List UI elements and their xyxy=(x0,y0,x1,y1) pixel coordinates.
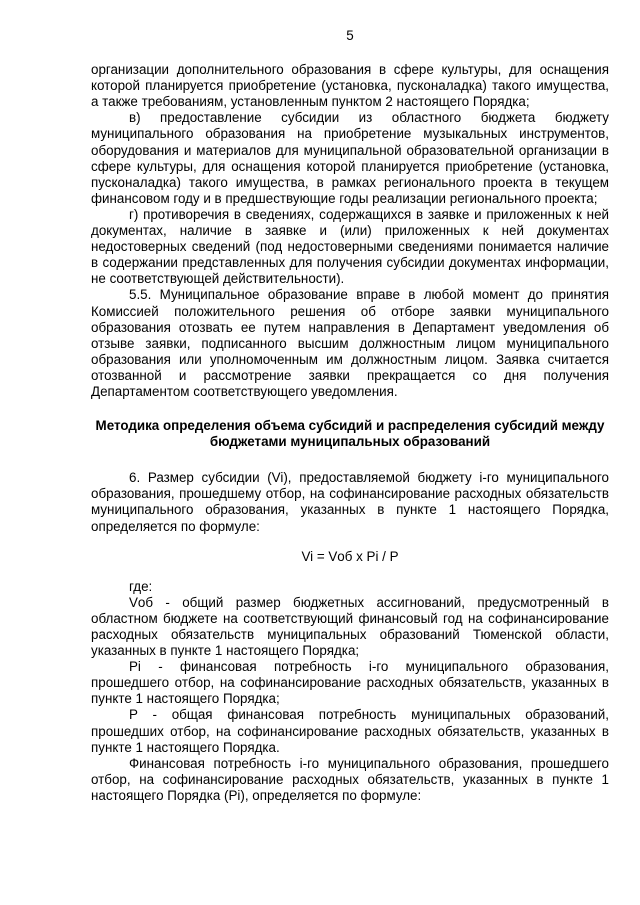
paragraph-item-g: г) противоречия в сведениях, содержащихся в заявке и приложенных к ней документах, наличие в заявке и (или) приложенных к ней документах недостоверных сведений (под недостоверными сведениями понимается наличие в содержании представленных для получения субсидии документах информации, не соответствующей действительности). xyxy=(91,206,609,287)
paragraph-pi-formula-intro: Финансовая потребность i-го муниципального образования, прошедшего отбор, на софинансирование расходных обязательств, указанных в пункте 1 настоящего Порядка (Pi), определяется по формуле: xyxy=(91,755,609,803)
section-heading: Методика определения объема субсидий и распределения субсидий между бюджетами муниципальных образований xyxy=(95,418,605,450)
paragraph-point-6: 6. Размер субсидии (Vi), предоставляемой бюджету i-го муниципального образования, прошедшему отбор, на софинансирование расходных обязательств муниципального образования, указанных в пункте 1 настоящего Порядка, определяется по формуле: xyxy=(91,470,609,534)
formula-vi: Vi = Vоб x Pi / P xyxy=(301,548,399,564)
where-label: где: xyxy=(129,578,153,594)
paragraph-point-5-5: 5.5. Муниципальное образование вправе в любой момент до принятия Комиссией положительного решения об отборе заявки муниципального образования отозвать ее путем направления в Департамент уведомления об отзыве заявки, подписанного высшим должностным лицом муниципального образования или уполномоченным им должностным лицом. Заявка считается отозванной и рассмотрение заявки прекращается со дня получения Департаментом соответствующего уведомления. xyxy=(91,287,609,399)
definition-p: P - общая финансовая потребность муниципальных образований, прошедших отбор, на софинансирование расходных обязательств, указанных в пункте 1 настоящего Порядка. xyxy=(91,707,609,755)
definition-pi: Pi - финансовая потребность i-го муниципального образования, прошедшего отбор, на софинансирование расходных обязательств, указанных в пункте 1 настоящего Порядка; xyxy=(91,659,609,707)
definition-vob: Vоб - общий размер бюджетных ассигнований, предусмотренный в областном бюджете на соответствующий финансовый год на софинансирование расходных обязательств муниципальных образований Тюменской области, указанных в пункте 1 настоящего Порядка; xyxy=(91,594,609,659)
paragraph-item-v: в) предоставление субсидии из областного бюджета бюджету муниципального образования на приобретение музыкальных инструментов, оборудования и материалов для муниципальной образовательной организации в сфере культуры, для оснащения которой планируется приобретение (установка, пусконаладка) такого имущества, в рамках регионального проекта в текущем финансовом году и в предшествующие годы реализации регионального проекта; xyxy=(91,110,609,206)
document-page xyxy=(91,28,609,804)
page-number: 5 xyxy=(346,28,354,43)
paragraph-continuation: организации дополнительного образования в сфере культуры, для оснащения которой планируется приобретение (установка, пусконаладка) такого имущества, а также требованиям, установленным пунктом 2 настоящего Порядка; xyxy=(91,62,609,110)
